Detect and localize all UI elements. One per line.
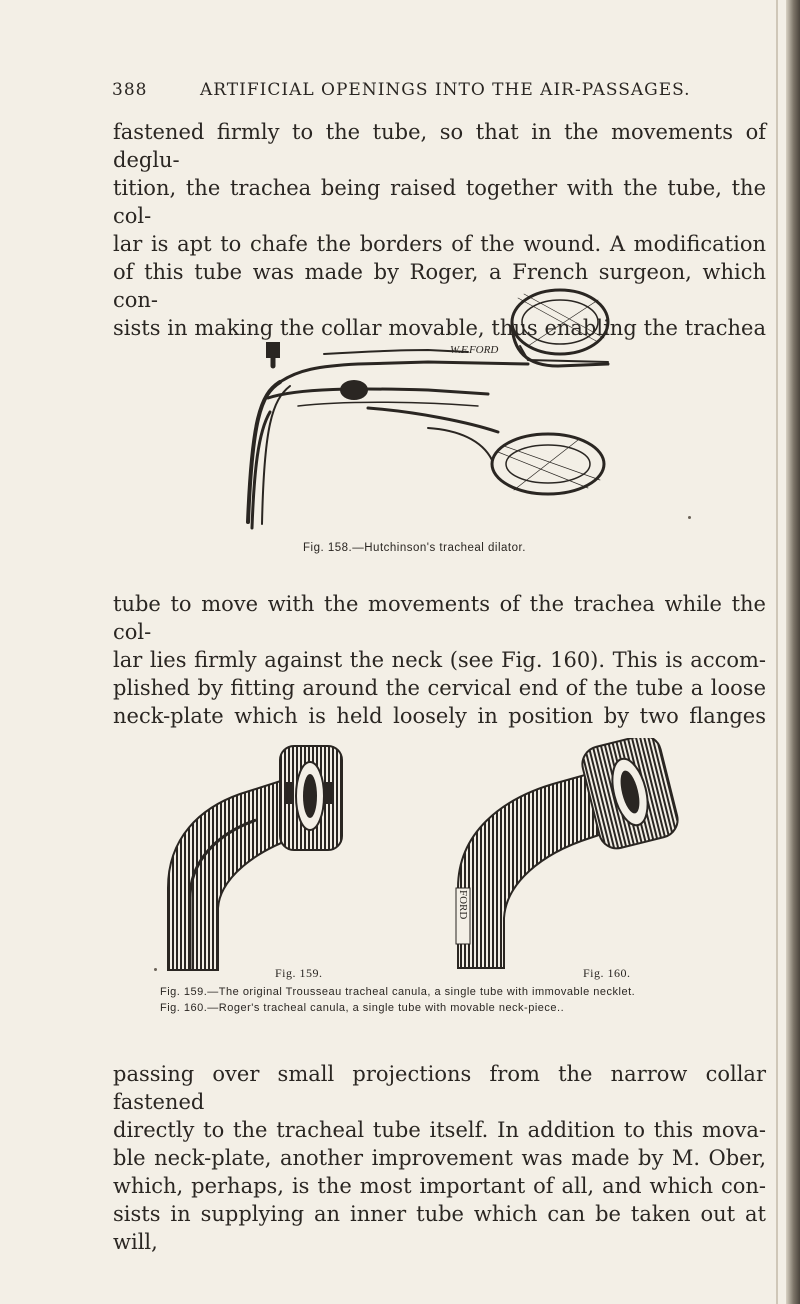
text-line: sists in making the collar movable, thus enabling the trachea — [113, 316, 766, 340]
figure-160-label: Fig. 160. — [583, 966, 631, 980]
paper-speck — [688, 516, 691, 519]
figure-160-caption: Fig. 160.—Roger's tracheal canula, a single tube with movable neck-piece.. — [160, 1002, 565, 1014]
text-line: ble neck-plate, another improvement was made by M. Ober, — [113, 1146, 766, 1170]
text-line: neck-plate which is held loosely in position by two flanges — [113, 704, 766, 728]
running-header — [112, 80, 712, 100]
text-line: directly to the tracheal tube itself. In addition to this mova- — [113, 1118, 766, 1142]
paragraph-3 — [113, 1060, 766, 1256]
figure-159-label: Fig. 159. — [275, 966, 323, 980]
text-line: passing over small projections from the narrow collar fastened — [113, 1062, 766, 1114]
figure-158-tracheal-dilator — [228, 282, 648, 532]
text-line: which, perhaps, is the most important of all, and which con- — [113, 1174, 766, 1198]
text-line: tube to move with the movements of the trachea while the col- — [113, 592, 766, 644]
text-line: plished by fitting around the cervical end of the tube a loose — [113, 676, 766, 700]
engraver-mark: W.F.FORD — [450, 344, 499, 356]
paper-speck — [154, 968, 157, 971]
text-line: of this tube was made by Roger, a French surgeon, which con- — [113, 260, 766, 312]
paragraph-2 — [113, 590, 766, 730]
figure-159-caption: Fig. 159.—The original Trousseau tracheal canula, a single tube with immovable necklet. — [160, 986, 636, 998]
engraver-mark: FORD — [457, 890, 469, 920]
text-line: lar is apt to chafe the borders of the wound. A modification — [113, 232, 766, 256]
text-line: lar lies firmly against the neck (see Fig. 160). This is accom- — [113, 648, 766, 672]
figure-159-trousseau-canula — [160, 738, 380, 974]
figure-160-roger-canula — [440, 738, 680, 974]
page-number: 388 — [112, 80, 148, 100]
text-line: tition, the trachea being raised together with the tube, the col- — [113, 176, 766, 228]
figure-158-caption: Fig. 158.—Hutchinson's tracheal dilator. — [303, 542, 526, 554]
text-line: sists in supplying an inner tube which can be taken out at will, — [113, 1202, 766, 1254]
book-spine-edge — [786, 0, 800, 1304]
running-title: ARTIFICIAL OPENINGS INTO THE AIR-PASSAGES. — [200, 80, 691, 100]
text-line: fastened firmly to the tube, so that in the movements of deglu- — [113, 120, 766, 172]
page-edge-line — [776, 0, 778, 1304]
